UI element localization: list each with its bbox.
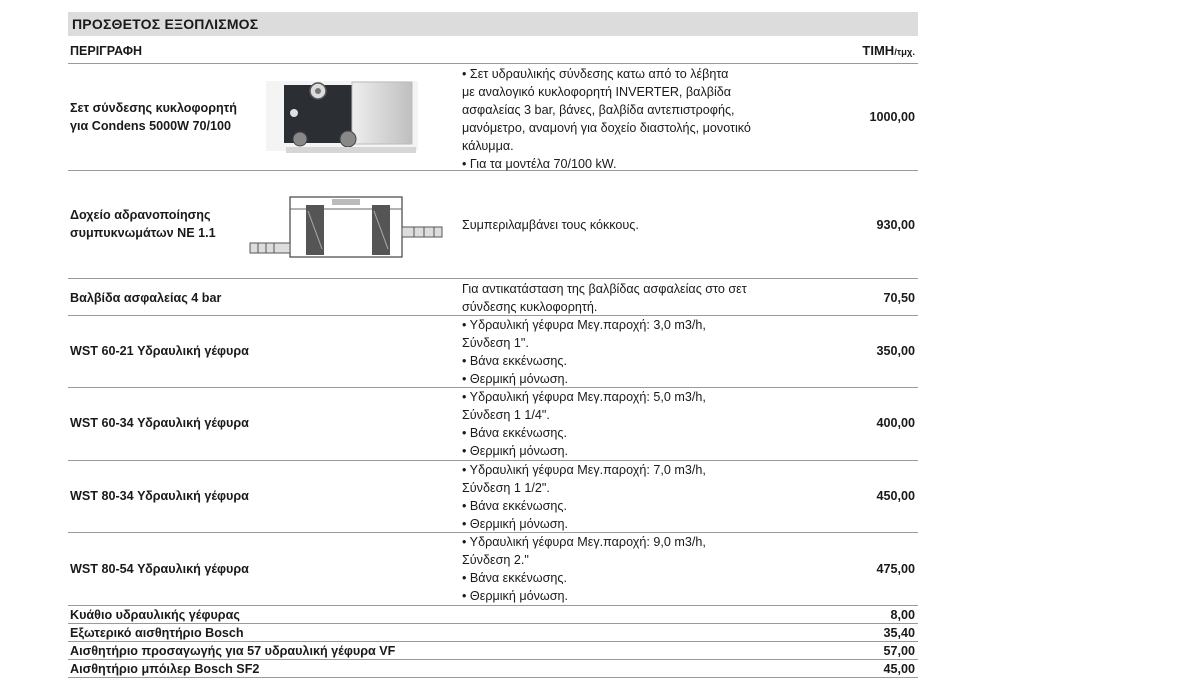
item-name-line: WST 60-34 Υδραυλική γέφυρα [70, 416, 249, 430]
table-row [68, 624, 918, 642]
circulator-set-image [266, 77, 418, 157]
detail-line: ασφαλείας 3 bar, βάνες, βαλβίδα αντεπιστροφής, [462, 103, 735, 117]
description-column-header: ΠΕΡΙΓΡΑΦΗ [70, 44, 143, 58]
item-name [70, 289, 221, 307]
table-row [68, 316, 918, 388]
item-details [462, 280, 807, 316]
item-name [70, 206, 216, 242]
item-price: 930,00 [876, 218, 915, 232]
item-details [462, 65, 807, 173]
item-name [70, 560, 249, 578]
section-title: ΠΡΟΣΘΕΤΟΣ ΕΞΟΠΛΙΣΜΟΣ [68, 12, 918, 36]
item-name-line: Σετ σύνδεσης κυκλοφορητή [70, 101, 237, 115]
detail-line: Σύνδεση 2." [462, 553, 529, 567]
detail-line: • Υδραυλική γέφυρα Μεγ.παροχή: 3,0 m3/h, [462, 318, 706, 332]
item-name-line: για Condens 5000W 70/100 [70, 119, 232, 133]
item-name [70, 414, 249, 432]
item-price: 35,40 [883, 626, 915, 640]
item-price: 45,00 [883, 662, 915, 676]
item-details [462, 533, 807, 605]
item-name-line: WST 60-21 Υδραυλική γέφυρα [70, 344, 249, 358]
item-details [462, 216, 807, 234]
detail-line: Σύνδεση 1 1/2". [462, 481, 550, 495]
item-name [70, 342, 249, 360]
item-name-line: Βαλβίδα ασφαλείας 4 bar [70, 291, 222, 305]
item-price: 400,00 [876, 416, 915, 430]
detail-line: • Βάνα εκκένωσης. [462, 426, 567, 440]
item-price: 475,00 [876, 562, 915, 576]
item-name: Εξωτερικό αισθητήριο Bosch [70, 626, 244, 640]
item-name-line: συμπυκνωμάτων NE 1.1 [70, 226, 216, 240]
item-details [462, 316, 807, 388]
item-name: Κυάθιο υδραυλικής γέφυρας [70, 608, 240, 622]
detail-line: • Βάνα εκκένωσης. [462, 354, 567, 368]
table-row [68, 606, 918, 624]
item-name [70, 487, 249, 505]
column-header-row [68, 36, 918, 64]
price-list-page [68, 12, 918, 678]
detail-line: • Βάνα εκκένωσης. [462, 571, 567, 585]
detail-line: Σύνδεση 1". [462, 336, 529, 350]
table-row [68, 171, 918, 279]
detail-line: • Σετ υδραυλικής σύνδεσης κατω από το λέβητα [462, 67, 729, 81]
detail-line: σύνδεσης κυκλοφορητή. [462, 300, 598, 314]
item-price: 8,00 [890, 608, 915, 622]
table-row [68, 279, 918, 316]
item-price: 57,00 [883, 644, 915, 658]
detail-line: • Θερμική μόνωση. [462, 517, 569, 531]
detail-line: με αναλογικό κυκλοφορητή INVERTER, βαλβίδα [462, 85, 732, 99]
table-row [68, 461, 918, 533]
price-header-unit: /τμχ. [894, 47, 915, 58]
detail-line: • Υδραυλική γέφυρα Μεγ.παροχή: 5,0 m3/h, [462, 390, 706, 404]
detail-line: μανόμετρο, αναμονή για δοχείο διαστολής, μονοτικό [462, 121, 751, 135]
table-row [68, 388, 918, 461]
item-price: 70,50 [883, 291, 915, 305]
item-name [70, 99, 237, 135]
detail-line: • Θερμική μόνωση. [462, 589, 569, 603]
item-name-line: WST 80-54 Υδραυλική γέφυρα [70, 562, 249, 576]
detail-line: • Υδραυλική γέφυρα Μεγ.παροχή: 7,0 m3/h, [462, 463, 706, 477]
detail-line: • Βάνα εκκένωσης. [462, 499, 567, 513]
item-name-line: Δοχείο αδρανοποίησης [70, 208, 211, 222]
price-column-header [862, 43, 915, 58]
table-row [68, 533, 918, 606]
price-header-label: ΤΙΜΗ [862, 43, 895, 58]
item-name-line: WST 80-34 Υδραυλική γέφυρα [70, 489, 249, 503]
item-price: 1000,00 [869, 110, 915, 124]
item-name: Αισθητήριο προσαγωγής για 57 υδραυλική γέφυρα VF [70, 644, 396, 658]
table-row [68, 660, 918, 678]
item-details [462, 388, 807, 460]
detail-line: • Για τα μοντέλα 70/100 kW. [462, 157, 617, 171]
table-row [68, 642, 918, 660]
detail-line: Σύνδεση 1 1/4". [462, 408, 550, 422]
detail-line: • Θερμική μόνωση. [462, 372, 569, 386]
detail-line: Για αντικατάσταση της βαλβίδας ασφαλείας στο σετ [462, 282, 747, 296]
table-row [68, 64, 918, 171]
detail-line: • Θερμική μόνωση. [462, 444, 569, 458]
item-details [462, 461, 807, 533]
detail-line: Συμπεριλαμβάνει τους κόκκους. [462, 218, 639, 232]
item-price: 450,00 [876, 489, 915, 503]
detail-line: κάλυμμα. [462, 139, 514, 153]
neutralization-box-image [248, 189, 444, 267]
item-name: Αισθητήριο μπόιλερ Bosch SF2 [70, 662, 260, 676]
detail-line: • Υδραυλική γέφυρα Μεγ.παροχή: 9,0 m3/h, [462, 535, 706, 549]
item-price: 350,00 [876, 344, 915, 358]
